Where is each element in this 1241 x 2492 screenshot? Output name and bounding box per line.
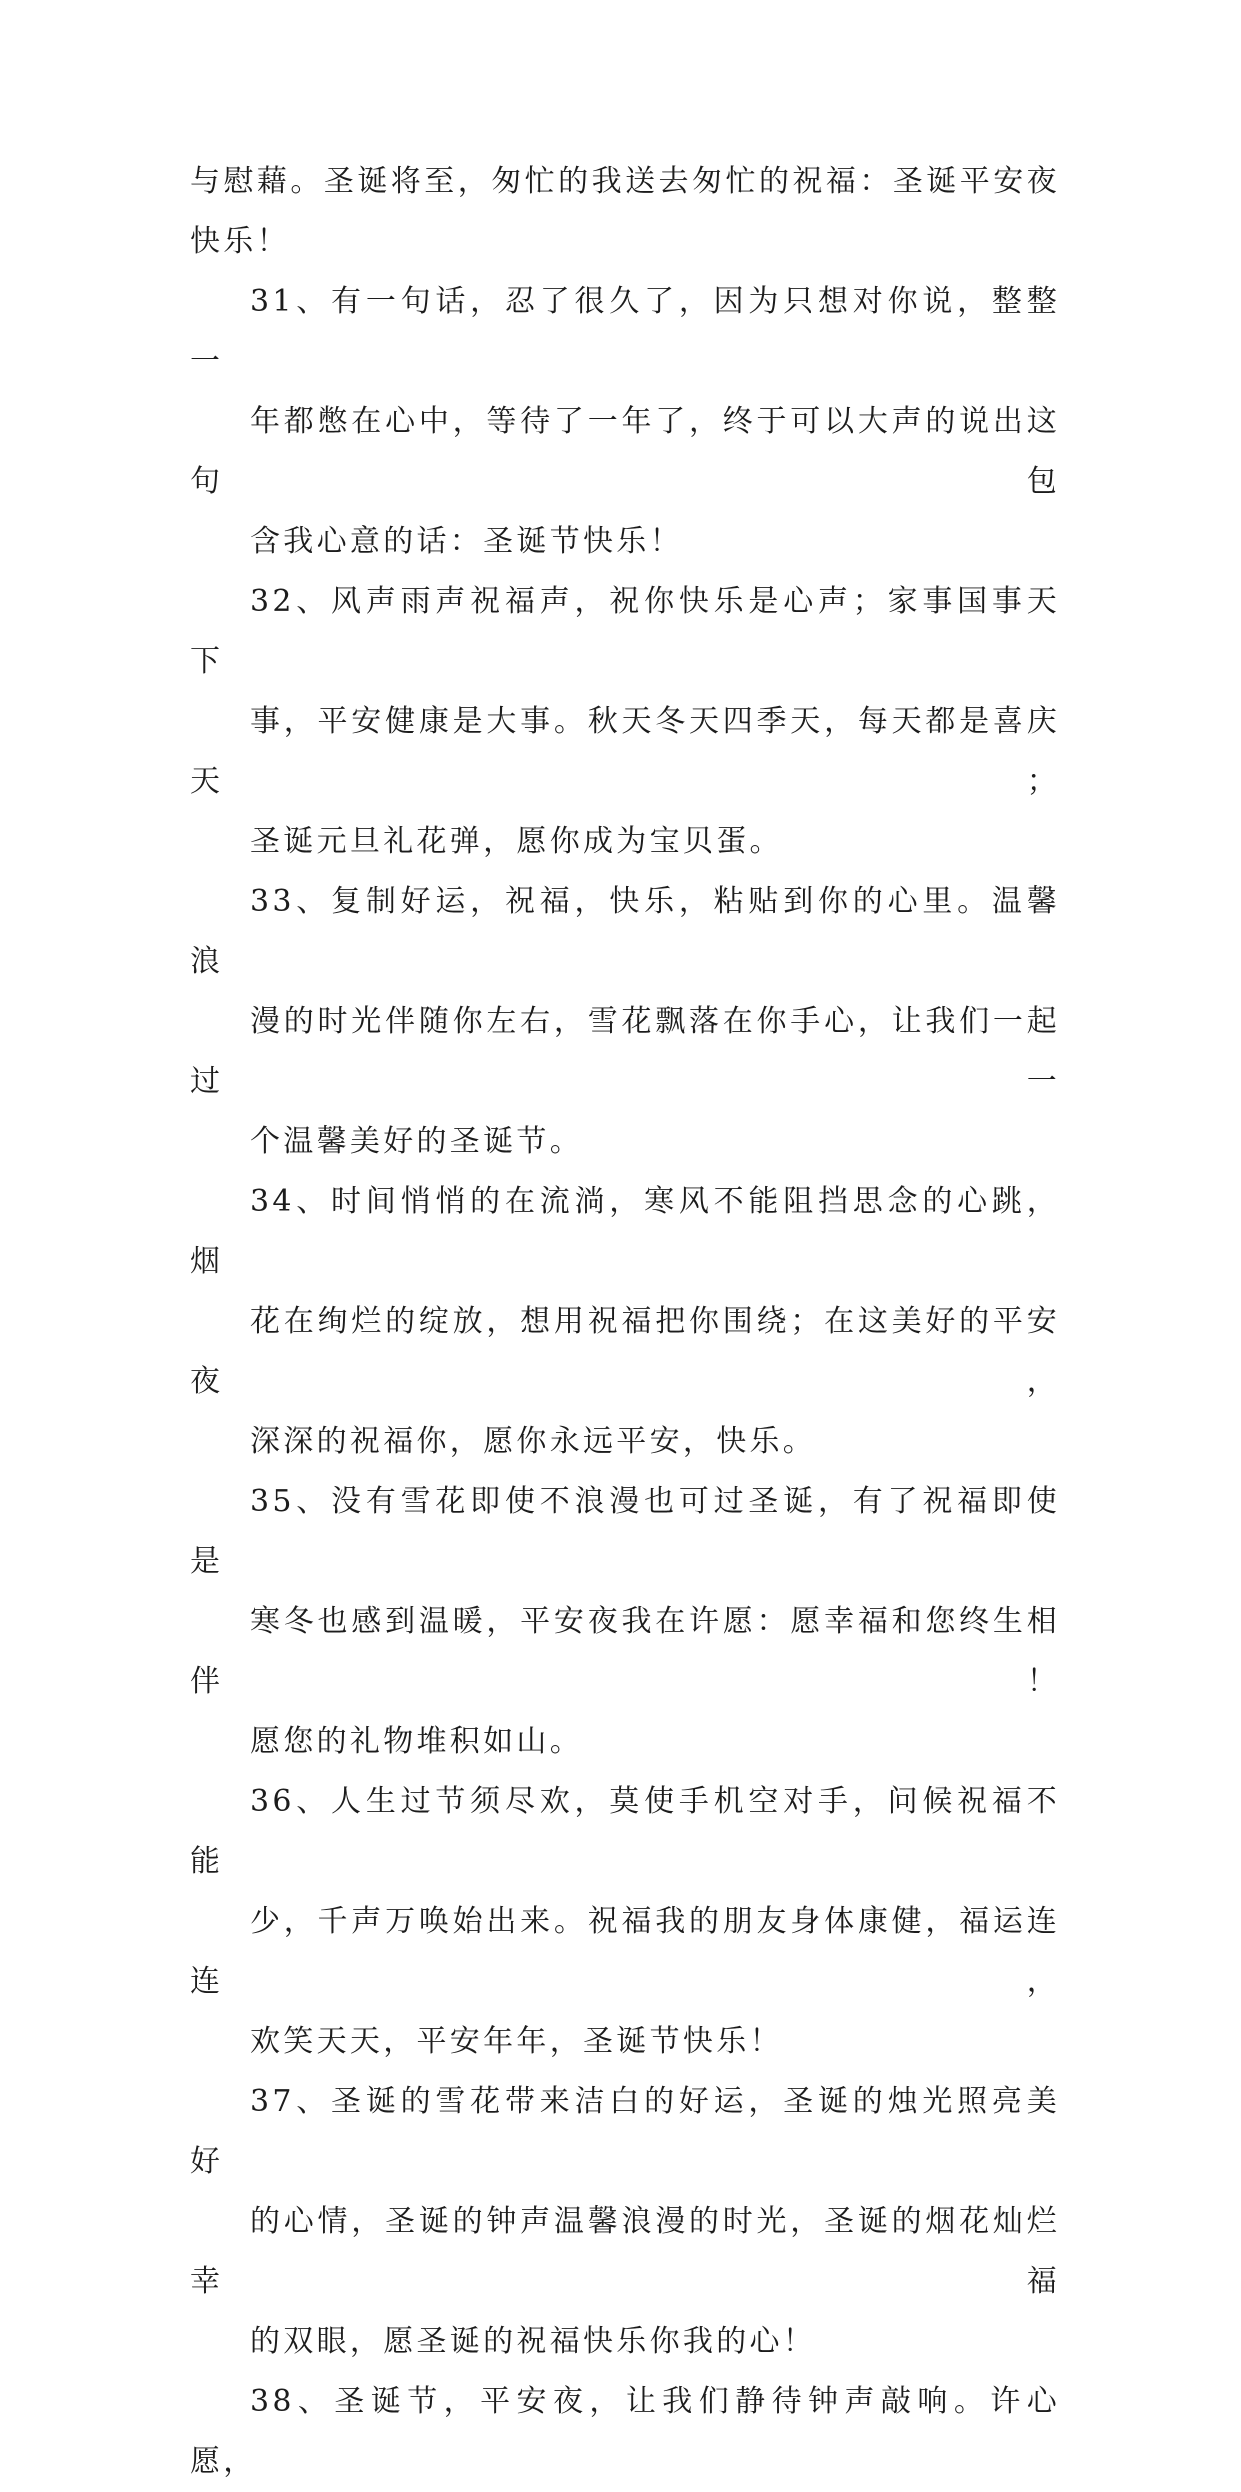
text-line: 少，千声万唤始出来。祝福我的朋友身体康健，福运连连， xyxy=(190,1904,1060,1999)
text-line: 漫的时光伴随你左右，雪花飘落在你手心，让我们一起过一 xyxy=(190,1004,1060,1099)
text-line: 37、圣诞的雪花带来洁白的好运，圣诞的烛光照亮美好 xyxy=(190,2084,1060,2179)
paragraph-p38-head xyxy=(190,2372,1060,2492)
paragraph-p36 xyxy=(190,1772,1060,2072)
text-line: 31、有一句话，忍了很久了，因为只想对你说，整整一 xyxy=(190,284,1060,379)
paragraph-p34 xyxy=(190,1172,1060,1472)
text-line: 36、人生过节须尽欢，莫使手机空对手，问候祝福不能 xyxy=(190,1784,1060,1879)
document-body xyxy=(190,152,1060,2492)
text-line: 的心情，圣诞的钟声温馨浪漫的时光，圣诞的烟花灿烂幸福 xyxy=(190,2204,1060,2299)
text-line: 35、没有雪花即使不浪漫也可过圣诞，有了祝福即使是 xyxy=(190,1484,1060,1579)
paragraph-p35 xyxy=(190,1472,1060,1772)
text-line: 寒冬也感到温暖，平安夜我在许愿：愿幸福和您终生相伴！ xyxy=(190,1604,1060,1699)
paragraph-p37 xyxy=(190,2072,1060,2372)
text-line: 年都憋在心中，等待了一年了，终于可以大声的说出这句包 xyxy=(190,404,1060,499)
text-line: 愿您的礼物堆积如山。 xyxy=(250,1724,583,1759)
text-line: 的双眼，愿圣诞的祝福快乐你我的心！ xyxy=(250,2324,817,2359)
text-line: 34、时间悄悄的在流淌，寒风不能阻挡思念的心跳，烟 xyxy=(190,1184,1060,1279)
paragraph-p33 xyxy=(190,872,1060,1172)
text-line: 与慰藉。圣诞将至，匆忙的我送去匆忙的祝福：圣诞平安夜 xyxy=(190,164,1060,199)
text-line: 快乐！ xyxy=(190,224,290,259)
paragraph-p31 xyxy=(190,272,1060,572)
paragraph-p30-tail xyxy=(190,152,1060,272)
text-line: 花在绚烂的绽放，想用祝福把你围绕；在这美好的平安夜， xyxy=(190,1304,1060,1399)
text-line: 个温馨美好的圣诞节。 xyxy=(250,1124,583,1159)
text-line: 38、圣诞节，平安夜，让我们静待钟声敲响。许心愿， xyxy=(190,2384,1060,2479)
text-line: 33、复制好运，祝福，快乐，粘贴到你的心里。温馨浪 xyxy=(190,884,1060,979)
paragraph-p32 xyxy=(190,572,1060,872)
text-line: 32、风声雨声祝福声，祝你快乐是心声；家事国事天下 xyxy=(190,584,1060,679)
text-line: 含我心意的话：圣诞节快乐！ xyxy=(250,524,683,559)
text-line: 圣诞元旦礼花弹，愿你成为宝贝蛋。 xyxy=(250,824,783,859)
text-line: 深深的祝福你，愿你永远平安，快乐。 xyxy=(250,1424,817,1459)
text-line: 事，平安健康是大事。秋天冬天四季天，每天都是喜庆天； xyxy=(190,704,1060,799)
text-line: 欢笑天天，平安年年，圣诞节快乐！ xyxy=(250,2024,783,2059)
